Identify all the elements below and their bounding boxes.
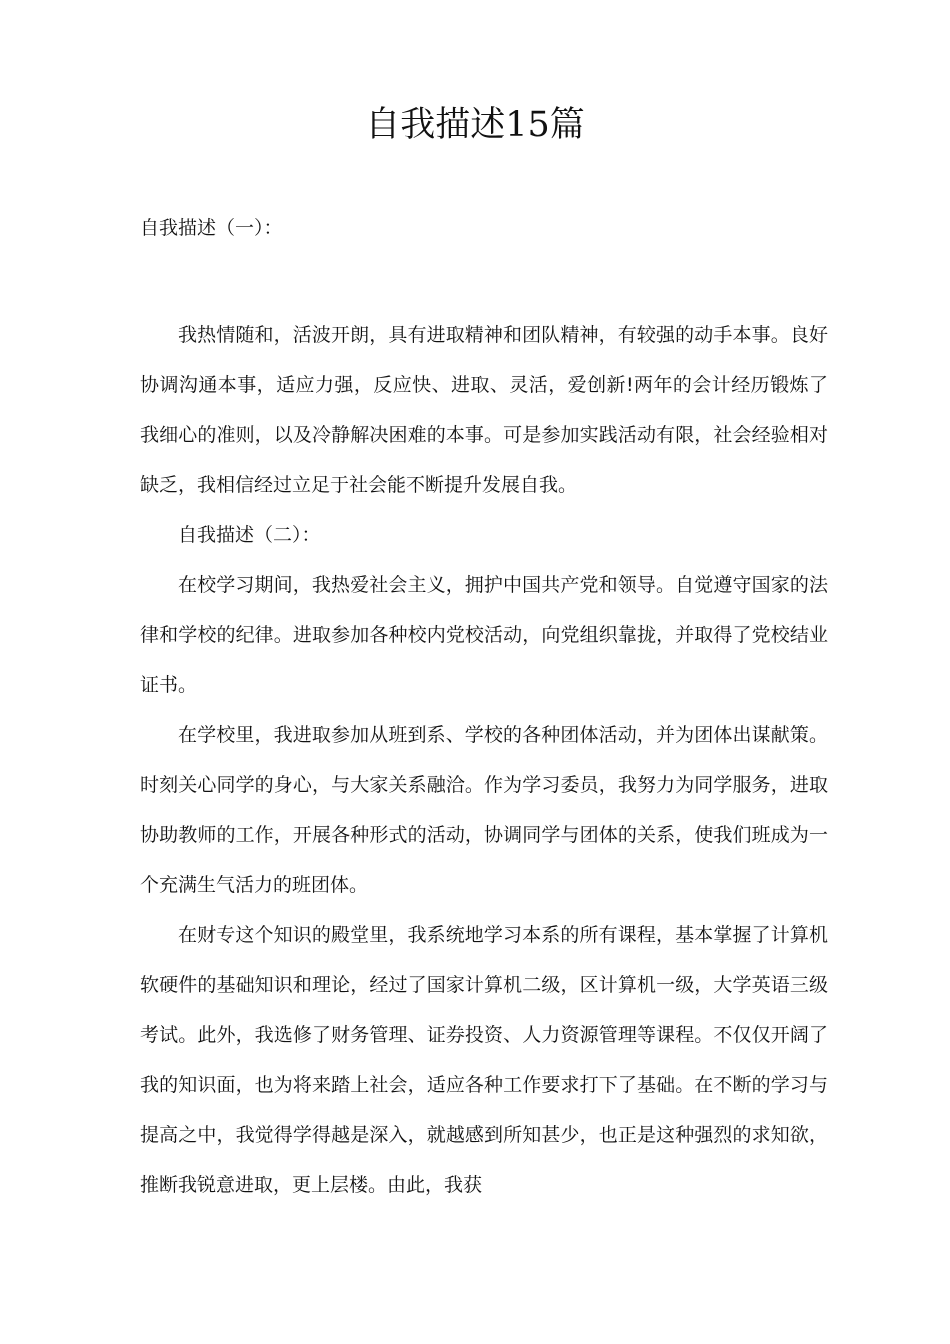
paragraph: 我热情随和，活波开朗，具有进取精神和团队精神，有较强的动手本事。良好协调沟通本事，适应力强，反应快、进取、灵活，爱创新!两年的会计经历锻炼了我细心的准则，以及冷静解决困难的本事。可是参加实践活动有限，社会经验相对缺乏，我相信经过立足于社会能不断提升发展自我。: [140, 324, 828, 496]
document-body: [140, 310, 828, 1210]
document-title: 自我描述15篇: [365, 105, 585, 145]
section-heading-2: 自我描述（二）：: [178, 524, 321, 546]
paragraph: 在财专这个知识的殿堂里，我系统地学习本系的所有课程，基本掌握了计算机软硬件的基础知识和理论，经过了国家计算机二级，区计算机一级，大学英语三级考试。此外，我选修了财务管理、证券投资、人力资源管理等课程。不仅仅开阔了我的知识面，也为将来踏上社会，适应各种工作要求打下了基础。在不断的学习与提高之中，我觉得学得越是深入，就越感到所知甚少，也正是这种强烈的求知欲，推断我锐意进取，更上层楼。由此，我获: [140, 924, 828, 1196]
paragraph: 在校学习期间，我热爱社会主义，拥护中国共产党和领导。自觉遵守国家的法律和学校的纪律。进取参加各种校内党校活动，向党组织靠拢，并取得了党校结业证书。: [140, 574, 828, 696]
section-heading: 自我描述（一）：: [140, 217, 283, 239]
paragraph: 在学校里，我进取参加从班到系、学校的各种团体活动，并为团体出谋献策。时刻关心同学的身心，与大家关系融洽。作为学习委员，我努力为同学服务，进取协助教师的工作，开展各种形式的活动，协调同学与团体的关系，使我们班成为一个充满生气活力的班团体。: [140, 724, 828, 896]
